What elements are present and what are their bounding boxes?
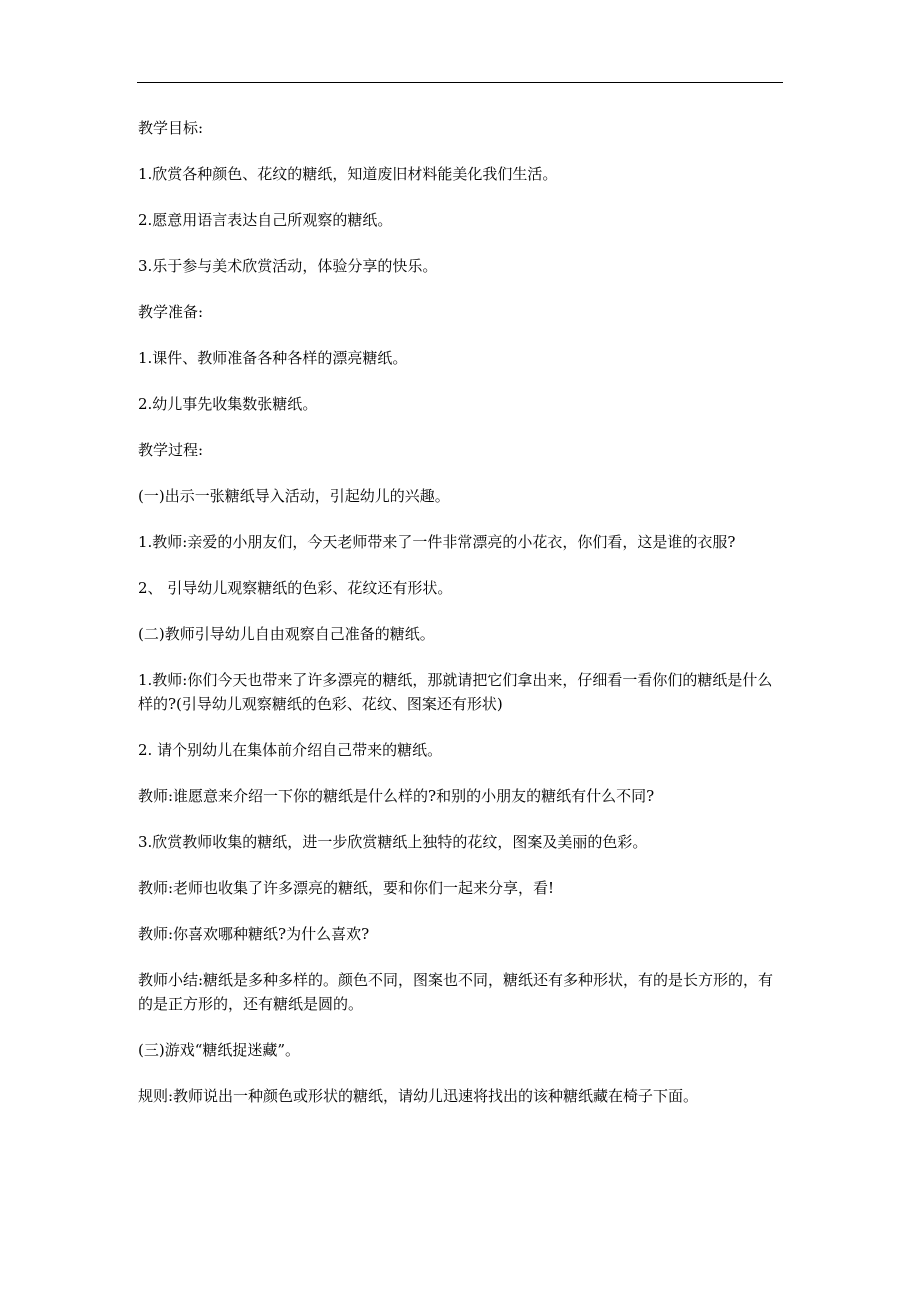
document-body: [138, 116, 786, 1130]
goal-item-2: 2.愿意用语言表达自己所观察的糖纸。: [138, 211, 393, 229]
game-rules: 规则:教师说出一种颜色或形状的糖纸，请幼儿迅速将找出的该种糖纸藏在椅子下面。: [138, 1087, 699, 1105]
process-step-1-1: 1.教师:亲爱的小朋友们，今天老师带来了一件非常漂亮的小花衣，你们看，这是谁的衣服?: [138, 533, 736, 551]
goal-item-1: 1.欣赏各种颜色、花纹的糖纸，知道废旧材料能美化我们生活。: [138, 165, 558, 183]
process-step-2-1: 1.教师:你们今天也带来了许多漂亮的糖纸，那就请把它们拿出来，仔细看一看你们的糖纸是什么样的?(引导幼儿观察糖纸的色彩、花纹、图案还有形状): [138, 671, 773, 713]
process-step-1-2: 2、 引导幼儿观察糖纸的色彩、花纹还有形状。: [138, 579, 453, 597]
header-rule: [137, 82, 783, 83]
heading-teaching-prep: 教学准备:: [138, 303, 204, 321]
teacher-summary: 教师小结:糖纸是多种多样的。颜色不同，图案也不同，糖纸还有多种形状，有的是长方形的，有的是正方形的，还有糖纸是圆的。: [138, 971, 774, 1013]
teacher-question-1: 教师:谁愿意来介绍一下你的糖纸是什么样的?和别的小朋友的糖纸有什么不同?: [138, 787, 655, 805]
process-step-2-2: 2. 请个别幼儿在集体前介绍自己带来的糖纸。: [138, 741, 443, 759]
process-section-1: (一)出示一张糖纸导入活动，引起幼儿的兴趣。: [138, 487, 450, 505]
heading-teaching-process: 教学过程:: [138, 441, 204, 459]
teacher-question-2: 教师:你喜欢哪种糖纸?为什么喜欢?: [138, 925, 370, 943]
process-section-2: (二)教师引导幼儿自由观察自己准备的糖纸。: [138, 625, 435, 643]
goal-item-3: 3.乐于参与美术欣赏活动，体验分享的快乐。: [138, 257, 438, 275]
heading-teaching-goals: 教学目标:: [138, 119, 204, 137]
prep-item-1: 1.课件、教师准备各种各样的漂亮糖纸。: [138, 349, 408, 367]
prep-item-2: 2.幼儿事先收集数张糖纸。: [138, 395, 318, 413]
teacher-remark-1: 教师:老师也收集了许多漂亮的糖纸，要和你们一起来分享，看!: [138, 879, 555, 897]
process-section-3: (三)游戏“糖纸捉迷藏”。: [138, 1041, 301, 1059]
process-step-2-3: 3.欣赏教师收集的糖纸，进一步欣赏糖纸上独特的花纹，图案及美丽的色彩。: [138, 833, 648, 851]
